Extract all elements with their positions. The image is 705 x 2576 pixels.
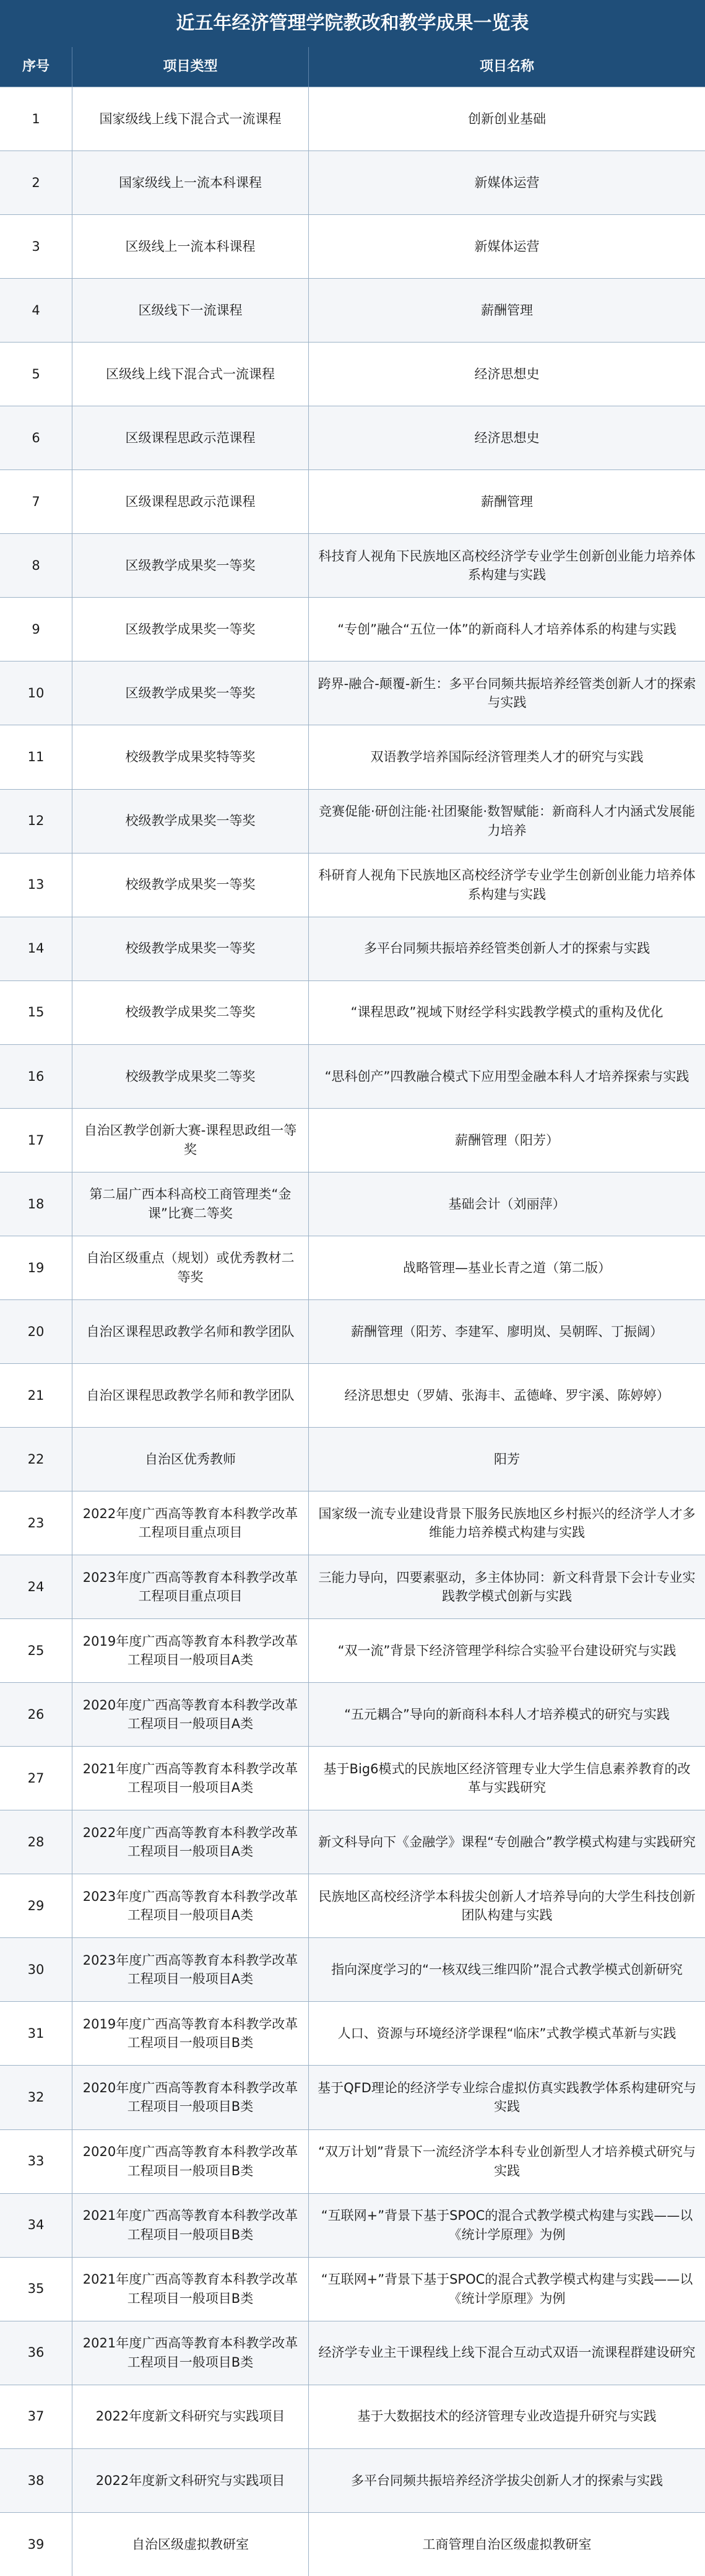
row-project-name: 创新创业基础 — [468, 111, 546, 126]
table-row — [0, 214, 705, 278]
row-project-type: 区级线上线下混合式一流课程 — [72, 343, 309, 406]
row-index: 35 — [0, 2258, 72, 2321]
table-row — [0, 1363, 705, 1427]
row-project-type: 校级教学成果奖特等奖 — [72, 725, 309, 788]
row-project-type: 校级教学成果奖二等奖 — [72, 981, 309, 1044]
table-row — [0, 533, 705, 597]
row-project-name: 竞赛促能·研创注能·社团聚能·数智赋能：新商科人才内涵式发展能力培养 — [318, 804, 696, 838]
row-project-type: 校级教学成果奖一等奖 — [72, 854, 309, 917]
header-index: 序号 — [0, 47, 72, 87]
row-index: 19 — [0, 1236, 72, 1299]
table-row — [0, 1874, 705, 1937]
table-title: 近五年经济管理学院教改和教学成果一览表 — [0, 0, 705, 47]
row-project-name: 基础会计（刘丽萍） — [448, 1196, 566, 1212]
row-project-type: 2019年度广西高等教育本科教学改革工程项目一般项目B类 — [72, 2002, 309, 2065]
row-project-type: 2021年度广西高等教育本科教学改革工程项目一般项目A类 — [72, 1747, 309, 1810]
row-project-type: 校级教学成果奖二等奖 — [72, 1045, 309, 1108]
table-row — [0, 1299, 705, 1363]
table-row — [0, 2001, 705, 2065]
row-project-type: 区级课程思政示范课程 — [72, 470, 309, 533]
table-row — [0, 151, 705, 214]
table-row — [0, 853, 705, 917]
row-project-type: 2021年度广西高等教育本科教学改革工程项目一般项目B类 — [72, 2258, 309, 2321]
table-row — [0, 917, 705, 980]
row-project-name: 新文科导向下《金融学》课程“专创融合”教学模式构建与实践研究 — [318, 1835, 696, 1850]
row-project-name: 薪酬管理（阳芳、李建军、廖明岚、吴朝晖、丁振阔） — [351, 1324, 663, 1339]
table-row — [0, 2257, 705, 2321]
row-project-type: 区级教学成果奖一等奖 — [72, 598, 309, 661]
row-project-type: 自治区级虚拟教研室 — [72, 2513, 309, 2576]
table-header-row — [0, 47, 705, 87]
row-project-type: 2022年度广西高等教育本科教学改革工程项目重点项目 — [72, 1491, 309, 1555]
row-index: 14 — [0, 917, 72, 980]
row-project-type: 自治区课程思政教学名师和教学团队 — [72, 1300, 309, 1363]
row-project-name: 人口、资源与环境经济学课程“临床”式教学模式革新与实践 — [337, 2026, 677, 2041]
row-index: 4 — [0, 279, 72, 342]
row-project-type: 区级线下一流课程 — [72, 279, 309, 342]
row-project-type: 区级教学成果奖一等奖 — [72, 661, 309, 725]
row-index: 8 — [0, 534, 72, 597]
table-row — [0, 1427, 705, 1491]
row-index: 3 — [0, 215, 72, 278]
table-row — [0, 1172, 705, 1236]
table-row — [0, 1236, 705, 1299]
row-project-name: 新媒体运营 — [474, 175, 540, 190]
row-index: 11 — [0, 725, 72, 788]
row-project-name: 基于QFD理论的经济学专业综合虚拟仿真实践教学体系构建研究与实践 — [318, 2080, 696, 2115]
row-project-name: 战略管理—基业长青之道（第二版） — [403, 1260, 611, 1275]
table-row — [0, 1491, 705, 1555]
row-project-type: 2023年度广西高等教育本科教学改革工程项目重点项目 — [72, 1555, 309, 1618]
row-project-type: 第二届广西本科高校工商管理类“金课”比赛二等奖 — [72, 1172, 309, 1236]
table-row — [0, 1937, 705, 2001]
header-project-name: 项目名称 — [479, 59, 534, 74]
row-project-name: “互联网+”背景下基于SPOC的混合式教学模式构建与实践——以《统计学原理》为例 — [321, 2208, 693, 2242]
table-row — [0, 980, 705, 1044]
row-project-type: 2020年度广西高等教育本科教学改革工程项目一般项目B类 — [72, 2066, 309, 2129]
row-project-name: 国家级一流专业建设背景下服务民族地区乡村振兴的经济学人才多维能力培养模式构建与实践 — [318, 1506, 696, 1540]
row-index: 18 — [0, 1172, 72, 1236]
results-table — [0, 47, 705, 2576]
row-project-type: 2023年度广西高等教育本科教学改革工程项目一般项目A类 — [72, 1938, 309, 2001]
row-project-name: 三能力导向，四要素驱动，多主体协同：新文科背景下会计专业实践教学模式创新与实践 — [318, 1570, 696, 1604]
row-index: 13 — [0, 854, 72, 917]
table-row — [0, 725, 705, 788]
row-project-type: 自治区课程思政教学名师和教学团队 — [72, 1364, 309, 1427]
row-index: 23 — [0, 1491, 72, 1555]
row-project-name: 跨界-融合-颠覆-新生：多平台同频共振培养经管类创新人才的探索与实践 — [318, 676, 696, 710]
row-index: 38 — [0, 2449, 72, 2512]
row-project-name: “互联网+”背景下基于SPOC的混合式教学模式构建与实践——以《统计学原理》为例 — [321, 2272, 693, 2306]
row-project-type: 2021年度广西高等教育本科教学改革工程项目一般项目B类 — [72, 2194, 309, 2257]
row-index: 36 — [0, 2321, 72, 2385]
table-row — [0, 1746, 705, 1810]
table-row — [0, 789, 705, 853]
row-project-name: 指向深度学习的“一核双线三维四阶”混合式教学模式创新研究 — [331, 1962, 683, 1978]
row-project-name: 薪酬管理 — [481, 302, 533, 318]
row-project-type: 区级教学成果奖一等奖 — [72, 534, 309, 597]
row-project-type: 区级线上一流本科课程 — [72, 215, 309, 278]
row-index: 33 — [0, 2130, 72, 2193]
row-index: 37 — [0, 2385, 72, 2448]
table-row — [0, 278, 705, 342]
row-project-type: 2020年度广西高等教育本科教学改革工程项目一般项目B类 — [72, 2130, 309, 2193]
row-index: 22 — [0, 1428, 72, 1491]
row-index: 39 — [0, 2513, 72, 2576]
row-project-name: “双一流”背景下经济管理学科综合实验平台建设研究与实践 — [337, 1643, 677, 1658]
table-row — [0, 342, 705, 406]
row-project-name: 经济思想史 — [474, 430, 540, 446]
row-index: 32 — [0, 2066, 72, 2129]
row-project-type: 自治区优秀教师 — [72, 1428, 309, 1491]
row-project-name: 多平台同频共振培养经济学拔尖创新人才的探索与实践 — [351, 2473, 663, 2488]
table-row — [0, 2385, 705, 2448]
table-row — [0, 2129, 705, 2193]
table-row — [0, 597, 705, 661]
table-row — [0, 1044, 705, 1108]
table-row — [0, 87, 705, 151]
table-row — [0, 1682, 705, 1746]
row-project-name: 多平台同频共振培养经管类创新人才的探索与实践 — [364, 941, 650, 956]
table-row — [0, 2193, 705, 2257]
table-row — [0, 2512, 705, 2576]
table-row — [0, 2065, 705, 2129]
row-project-name: 经济思想史（罗婧、张海丰、孟德峰、罗宇溪、陈婷婷） — [344, 1387, 670, 1403]
table-row — [0, 2321, 705, 2385]
row-project-name: 薪酬管理 — [481, 494, 533, 510]
row-project-name: 科研育人视角下民族地区高校经济学专业学生创新创业能力培养体系构建与实践 — [318, 868, 696, 902]
table-row — [0, 406, 705, 469]
row-index: 29 — [0, 1874, 72, 1937]
row-index: 28 — [0, 1810, 72, 1874]
table-row — [0, 469, 705, 533]
row-project-type: 2021年度广西高等教育本科教学改革工程项目一般项目B类 — [72, 2321, 309, 2385]
row-index: 5 — [0, 343, 72, 406]
row-project-type: 区级课程思政示范课程 — [72, 406, 309, 469]
table-body — [0, 87, 705, 2576]
table-row — [0, 1810, 705, 1874]
row-project-name: “双万计划”背景下一流经济学本科专业创新型人才培养模式研究与实践 — [318, 2144, 696, 2178]
row-project-type: 2020年度广西高等教育本科教学改革工程项目一般项目A类 — [72, 1683, 309, 1746]
row-index: 16 — [0, 1045, 72, 1108]
row-index: 31 — [0, 2002, 72, 2065]
row-index: 2 — [0, 151, 72, 214]
table-row — [0, 1555, 705, 1618]
row-index: 25 — [0, 1619, 72, 1682]
table-row — [0, 1618, 705, 1682]
row-index: 7 — [0, 470, 72, 533]
row-index: 27 — [0, 1747, 72, 1810]
row-index: 15 — [0, 981, 72, 1044]
row-project-name: 基于大数据技术的经济管理专业改造提升研究与实践 — [357, 2409, 657, 2424]
row-project-name: 新媒体运营 — [474, 238, 540, 254]
row-project-name: “课程思政”视域下财经学科实践教学模式的重构及优化 — [350, 1005, 664, 1020]
row-index: 30 — [0, 1938, 72, 2001]
row-index: 20 — [0, 1300, 72, 1363]
table-row — [0, 661, 705, 725]
row-project-name: “专创”融合“五位一体”的新商科人才培养体系的构建与实践 — [337, 622, 677, 637]
row-project-name: 科技育人视角下民族地区高校经济学专业学生创新创业能力培养体系构建与实践 — [318, 548, 696, 583]
row-project-type: 校级教学成果奖一等奖 — [72, 790, 309, 853]
row-index: 21 — [0, 1364, 72, 1427]
table-row — [0, 1108, 705, 1172]
row-project-name: “五元耦合”导向的新商科本科人才培养模式的研究与实践 — [344, 1706, 670, 1722]
row-index: 1 — [0, 87, 72, 151]
table-row — [0, 2448, 705, 2512]
row-project-name: 双语教学培养国际经济管理类人才的研究与实践 — [370, 749, 644, 765]
row-index: 10 — [0, 661, 72, 725]
row-index: 6 — [0, 406, 72, 469]
row-project-name: 薪酬管理（阳芳） — [455, 1132, 559, 1148]
row-project-type: 2022年度新文科研究与实践项目 — [72, 2449, 309, 2512]
row-project-name: 阳芳 — [494, 1451, 520, 1467]
row-project-type: 2022年度新文科研究与实践项目 — [72, 2385, 309, 2448]
row-project-name: 工商管理自治区级虚拟教研室 — [422, 2536, 592, 2552]
row-project-name: “思科创产”四教融合模式下应用型金融本科人才培养探索与实践 — [324, 1068, 690, 1084]
row-index: 24 — [0, 1555, 72, 1618]
row-project-type: 国家级线上一流本科课程 — [72, 151, 309, 214]
row-project-type: 2019年度广西高等教育本科教学改革工程项目一般项目A类 — [72, 1619, 309, 1682]
row-project-type: 2022年度广西高等教育本科教学改革工程项目一般项目A类 — [72, 1810, 309, 1874]
row-project-type: 国家级线上线下混合式一流课程 — [72, 87, 309, 151]
row-project-type: 自治区教学创新大赛-课程思政组一等奖 — [72, 1109, 309, 1172]
row-index: 12 — [0, 790, 72, 853]
row-index: 17 — [0, 1109, 72, 1172]
row-index: 34 — [0, 2194, 72, 2257]
row-project-name: 经济学专业主干课程线上线下混合互动式双语一流课程群建设研究 — [318, 2345, 696, 2360]
row-project-name: 民族地区高校经济学本科拔尖创新人才培养导向的大学生科技创新团队构建与实践 — [318, 1888, 696, 1923]
row-project-type: 2023年度广西高等教育本科教学改革工程项目一般项目A类 — [72, 1874, 309, 1937]
row-project-type: 自治区级重点（规划）或优秀教材二等奖 — [72, 1236, 309, 1299]
row-project-type: 校级教学成果奖一等奖 — [72, 917, 309, 980]
row-index: 26 — [0, 1683, 72, 1746]
header-project-type: 项目类型 — [72, 47, 309, 87]
row-project-name: 经济思想史 — [474, 366, 540, 382]
row-project-name: 基于Big6模式的民族地区经济管理专业大学生信息素养教育的改革与实践研究 — [323, 1761, 691, 1796]
row-index: 9 — [0, 598, 72, 661]
